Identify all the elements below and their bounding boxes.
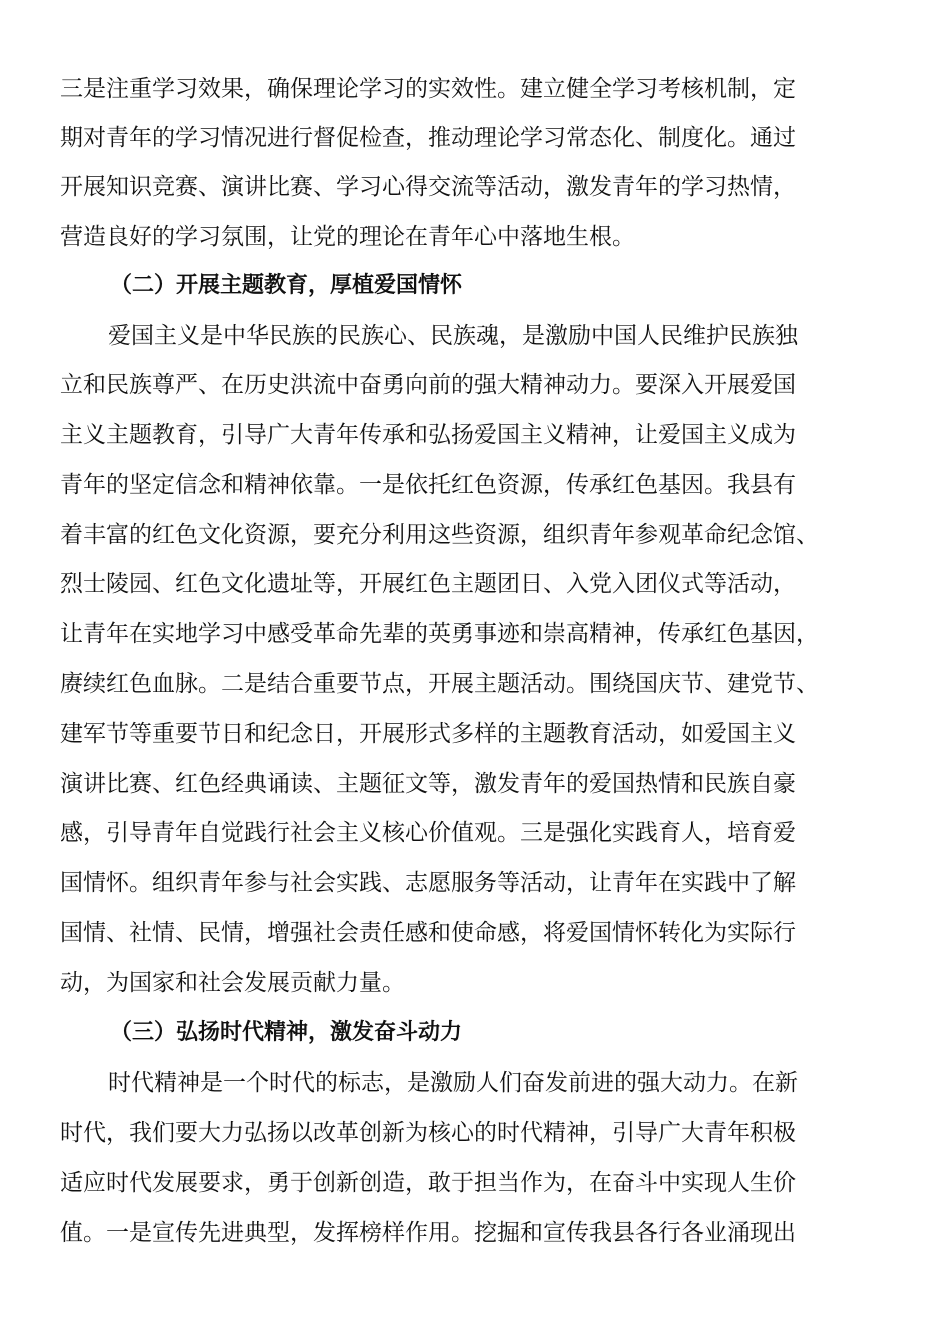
paragraph-line: 国情怀。组织青年参与社会实践、志愿服务等活动，让青年在实践中了解 [60, 870, 796, 896]
section-heading-3: （三）弘扬时代精神，激发奋斗动力 [110, 1020, 463, 1045]
paragraph-line: 感，引导青年自觉践行社会主义核心价值观。三是强化实践育人，培育爱 [60, 820, 796, 846]
paragraph-line: 立和民族尊严、在历史洪流中奋勇向前的强大精神动力。要深入开展爱国 [60, 372, 796, 398]
paragraph-line: 期对青年的学习情况进行督促检查，推动理论学习常态化、制度化。通过 [60, 125, 796, 151]
section-heading-2: （二）开展主题教育，厚植爱国情怀 [110, 273, 463, 298]
paragraph-line: 动，为国家和社会发展贡献力量。 [60, 970, 405, 996]
paragraph-line: 演讲比赛、红色经典诵读、主题征文等，激发青年的爱国热情和民族自豪 [60, 771, 796, 797]
paragraph-line: 营造良好的学习氛围，让党的理论在青年心中落地生根。 [60, 224, 635, 250]
paragraph-line: 时代精神是一个时代的标志，是激励人们奋发前进的强大动力。在新 [108, 1070, 798, 1096]
paragraph-line: 青年的坚定信念和精神依靠。一是依托红色资源，传承红色基因。我县有 [60, 472, 796, 498]
paragraph-line: 让青年在实地学习中感受革命先辈的英勇事迹和崇高精神，传承红色基因， [60, 621, 819, 647]
paragraph-line: 时代，我们要大力弘扬以改革创新为核心的时代精神，引导广大青年积极 [60, 1120, 796, 1146]
paragraph-line: 爱国主义是中华民族的民族心、民族魂，是激励中国人民维护民族独 [108, 323, 798, 349]
paragraph-line: 建军节等重要节日和纪念日，开展形式多样的主题教育活动，如爱国主义 [60, 721, 796, 747]
paragraph-line: 着丰富的红色文化资源，要充分利用这些资源，组织青年参观革命纪念馆、 [60, 522, 819, 548]
paragraph-line: 适应时代发展要求，勇于创新创造，敢于担当作为，在奋斗中实现人生价 [60, 1170, 796, 1196]
paragraph-line: 三是注重学习效果，确保理论学习的实效性。建立健全学习考核机制，定 [60, 76, 796, 102]
paragraph-line: 主义主题教育，引导广大青年传承和弘扬爱国主义精神，让爱国主义成为 [60, 422, 796, 448]
paragraph-line: 国情、社情、民情，增强社会责任感和使命感，将爱国情怀转化为实际行 [60, 920, 796, 946]
paragraph-line: 值。一是宣传先进典型，发挥榜样作用。挖掘和宣传我县各行各业涌现出 [60, 1220, 796, 1246]
paragraph-line: 赓续红色血脉。二是结合重要节点，开展主题活动。围绕国庆节、建党节、 [60, 671, 819, 697]
paragraph-line: 烈士陵园、红色文化遗址等，开展红色主题团日、入党入团仪式等活动， [60, 571, 796, 597]
paragraph-line: 开展知识竞赛、演讲比赛、学习心得交流等活动，激发青年的学习热情， [60, 174, 796, 200]
